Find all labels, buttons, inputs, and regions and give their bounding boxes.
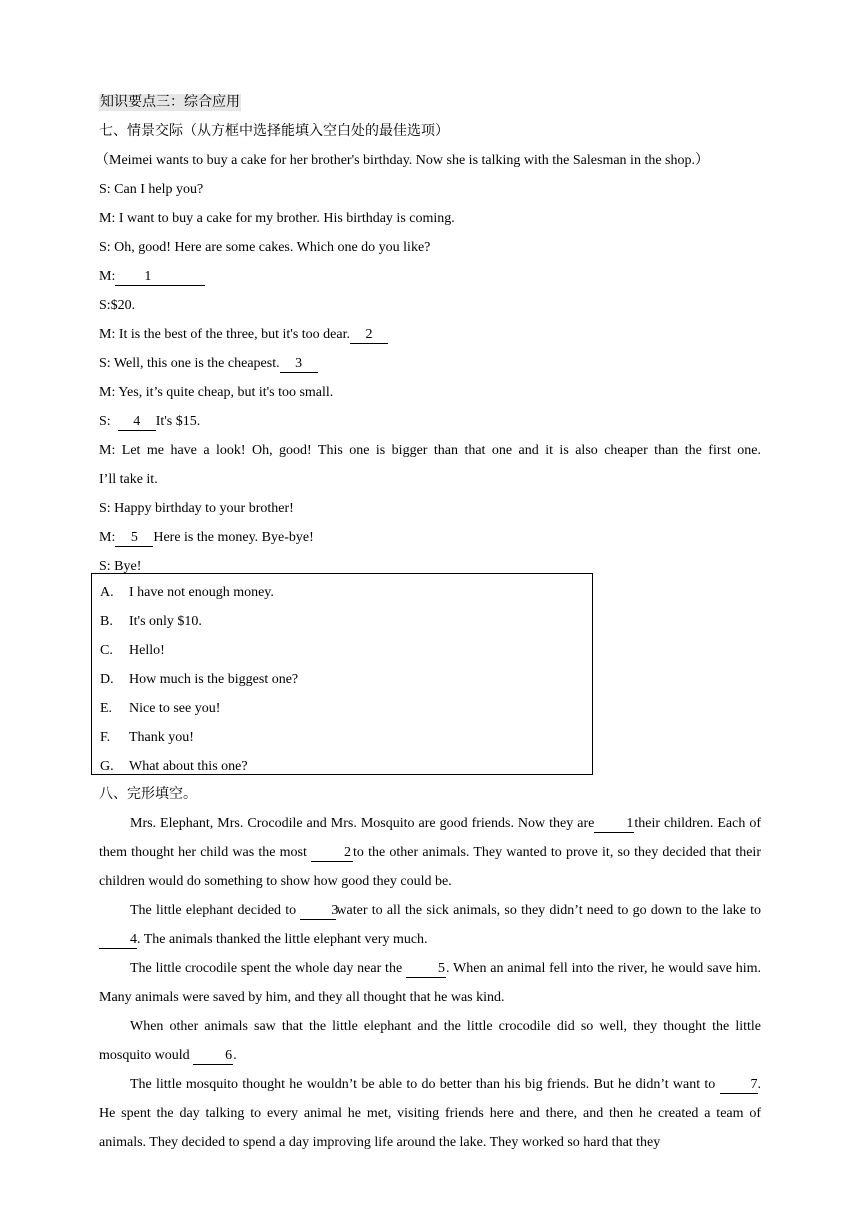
answer-blank[interactable]: 5 xyxy=(115,530,153,547)
option-item[interactable]: D. How much is the biggest one? xyxy=(100,672,299,687)
answer-blank[interactable]: 3 xyxy=(280,356,318,373)
option-item[interactable]: C. Hello! xyxy=(100,643,165,658)
dialogue-line: M: Let me have a look! Oh, good! This one is bigger than that one and it is also cheaper than the first one. xyxy=(99,443,761,458)
section7-title: 七、情景交际（从方框中选择能填入空白处的最佳选项） xyxy=(99,124,449,139)
answer-blank[interactable]: 3 xyxy=(300,903,336,920)
cloze-passage xyxy=(99,809,761,1157)
cloze-paragraph: The little crocodile spent the whole day near the 5. When an animal fell into the river, he would save him. Many animals were saved by him, and they all thought that he was kind. xyxy=(99,961,761,1005)
options-box xyxy=(91,573,593,775)
cloze-paragraph: When other animals saw that the little elephant and the little crocodile did so well, they thought the little mosquito would 6. xyxy=(99,1019,761,1063)
cloze-paragraph: The little mosquito thought he wouldn’t be able to do better than his big friends. But he didn’t want to 7. He spent the day talking to every animal he met, visiting friends here and there, and then he created a team of animals. They decided to spend a day improving life around the lake. They worked so hard that they xyxy=(99,1077,761,1150)
dialogue-line: S: Oh, good! Here are some cakes. Which one do you like? xyxy=(99,240,431,255)
answer-blank[interactable]: 1 xyxy=(115,269,205,286)
dialogue-intro: （Meimei wants to buy a cake for her brother's birthday. Now she is talking with the Salesman in the shop.） xyxy=(95,153,709,168)
answer-blank[interactable]: 2 xyxy=(350,327,388,344)
option-item[interactable]: B. It's only $10. xyxy=(100,614,202,629)
dialogue-line: S:$20. xyxy=(99,298,136,313)
dialogue-line: I’ll take it. xyxy=(99,472,158,487)
dialogue-line: S: Happy birthday to your brother! xyxy=(99,501,294,516)
cloze-paragraph: Mrs. Elephant, Mrs. Crocodile and Mrs. Mosquito are good friends. Now they are 1their children. Each of them thought her child was the most 2 to the other animals. They wanted to prove it, so they decided that their children would do something to show how good they could be. xyxy=(99,816,761,889)
answer-blank[interactable]: 5 xyxy=(406,961,446,978)
dialogue-line: S: Bye! xyxy=(99,559,142,574)
answer-blank[interactable]: 4 xyxy=(118,414,156,431)
answer-blank[interactable]: 6 xyxy=(193,1048,233,1065)
dialogue-line: M: It is the best of the three, but it's too dear. 2 xyxy=(99,320,761,349)
option-item[interactable]: G. What about this one? xyxy=(100,759,248,774)
answer-blank[interactable]: 2 xyxy=(311,845,353,862)
dialogue-line: M: Yes, it’s quite cheap, but it's too small. xyxy=(99,385,334,400)
answer-blank[interactable]: 4 xyxy=(99,932,137,949)
answer-blank[interactable]: 1 xyxy=(594,816,634,833)
section7-block xyxy=(95,88,761,581)
option-item[interactable]: F. Thank you! xyxy=(100,730,194,745)
dialogue-line: S: 4 It's $15. xyxy=(99,414,201,429)
section8-title-wrap xyxy=(99,780,761,809)
option-item[interactable]: A. I have not enough money. xyxy=(100,585,274,600)
dialogue-line: M: I want to buy a cake for my brother. His birthday is coming. xyxy=(99,211,455,226)
dialogue-line: M: 1 xyxy=(99,262,761,291)
cloze-paragraph: The little elephant decided to 3water to all the sick animals, so they didn’t need to go down to the lake to 4. The animals thanked the little elephant very much. xyxy=(99,896,761,954)
dialogue-line: S: Can I help you? xyxy=(99,182,204,197)
dialogue-line: M: 5 Here is the money. Bye-bye! xyxy=(99,530,314,545)
part-heading: 知识要点三：综合应用 xyxy=(100,95,240,110)
answer-blank[interactable]: 7 xyxy=(720,1077,758,1094)
option-item[interactable]: E. Nice to see you! xyxy=(100,701,221,716)
section8-title: 八、完形填空。 xyxy=(99,787,197,802)
dialogue-line: S: Well, this one is the cheapest. 3 xyxy=(99,349,761,378)
